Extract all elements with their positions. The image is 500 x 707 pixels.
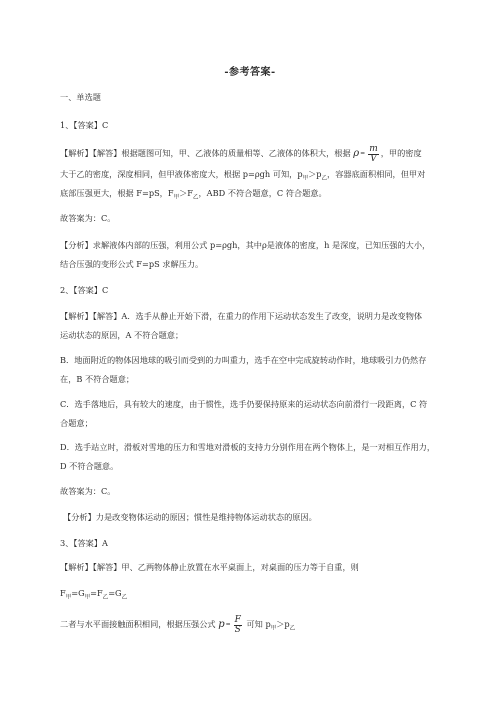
q2-option-a-line2: 运动状态的原因，A 不符合题意； [60, 330, 184, 340]
q1-final-answer: 故答案为：C。 [60, 213, 116, 223]
q1-analysis-line2: 大于乙的密度，深度相同，但甲液体密度大，根据 p=ρgh 可知，$p_甲>p_乙$，容器底面积相同，但甲对 [60, 169, 426, 182]
q1-analysis-line1: 【解析】【解答】根据题图可知，甲、乙液体的质量相等、乙液体的体积大，根据 ρ= $\frac{m}{V}$ ，甲的密度 [60, 143, 422, 164]
q3-force-equation: $F_甲=G_甲=F_乙=G_乙$ [60, 588, 128, 601]
q2-option-b-line2: 在，B 不符合题意； [60, 374, 135, 384]
q2-comment: 【分析】力是改变物体运动的原因；惯性是维持物体运动状态的原因。 [63, 512, 317, 522]
q2-option-b-line1: B．地面附近的物体因地球的吸引而受到的力叫重力，选手在空中完成旋转动作时，地球吸引力仍然存 [60, 355, 427, 365]
q1-comment-line1: 【分析】求解液体内部的压强，利用公式 p=ρgh，其中ρ是液体的密度，h 是深度，已知压强的大小， [60, 240, 431, 250]
q2-answer: 2、【答案】C [60, 285, 109, 295]
q1-comment-line2: 结合压强的变形公式 F=pS 求解压力。 [60, 259, 204, 269]
q2-option-d-line1: D．选手站立时，滑板对雪地的压力和雪地对滑板的支持力分别作用在两个物体上，是一对相互作用力， [60, 442, 436, 452]
q2-option-a-line1: 【解析】【解答】A．选手从静止开始下滑，在重力的作用下运动状态发生了改变，说明力是改变物体 [60, 311, 423, 321]
q3-analysis-line1: 【解析】【解答】甲、乙两物体静止放置在水平桌面上，对桌面的压力等于自重，则 [60, 562, 359, 572]
pressure-fraction: $\frac{F}{S}$ [234, 614, 241, 635]
q1-analysis-line3: 底部压强更大，根据 F=pS，$F_甲>F_乙$，ABD 不符合题意，C 符合题意。 [60, 188, 327, 201]
pressure-symbol: p [218, 619, 225, 630]
q2-option-d-line2: D 不符合题意。 [60, 461, 119, 471]
section-heading: 一、单选题 [60, 92, 101, 102]
page-title: -参考答案- [224, 67, 276, 78]
q2-final-answer: 故答案为：C。 [60, 486, 116, 496]
q1-answer: 1、【答案】C [60, 120, 109, 130]
q3-answer: 3、【答案】A [60, 538, 108, 548]
q3-conclusion: 二者与水平面接触面积相同，根据压强公式 p= $\frac{F}{S}$ 可知 $p_甲>p_乙$ [60, 614, 296, 635]
rho-symbol: ρ [353, 148, 360, 159]
q2-option-c-line1: C．选手落地后，具有较大的速度，由于惯性，选手仍要保持原来的运动状态向前滑行一段距离，C 符 [60, 399, 428, 409]
q2-option-c-line2: 合题意； [60, 418, 93, 428]
density-fraction: $\frac{m}{V}$ [369, 143, 378, 164]
